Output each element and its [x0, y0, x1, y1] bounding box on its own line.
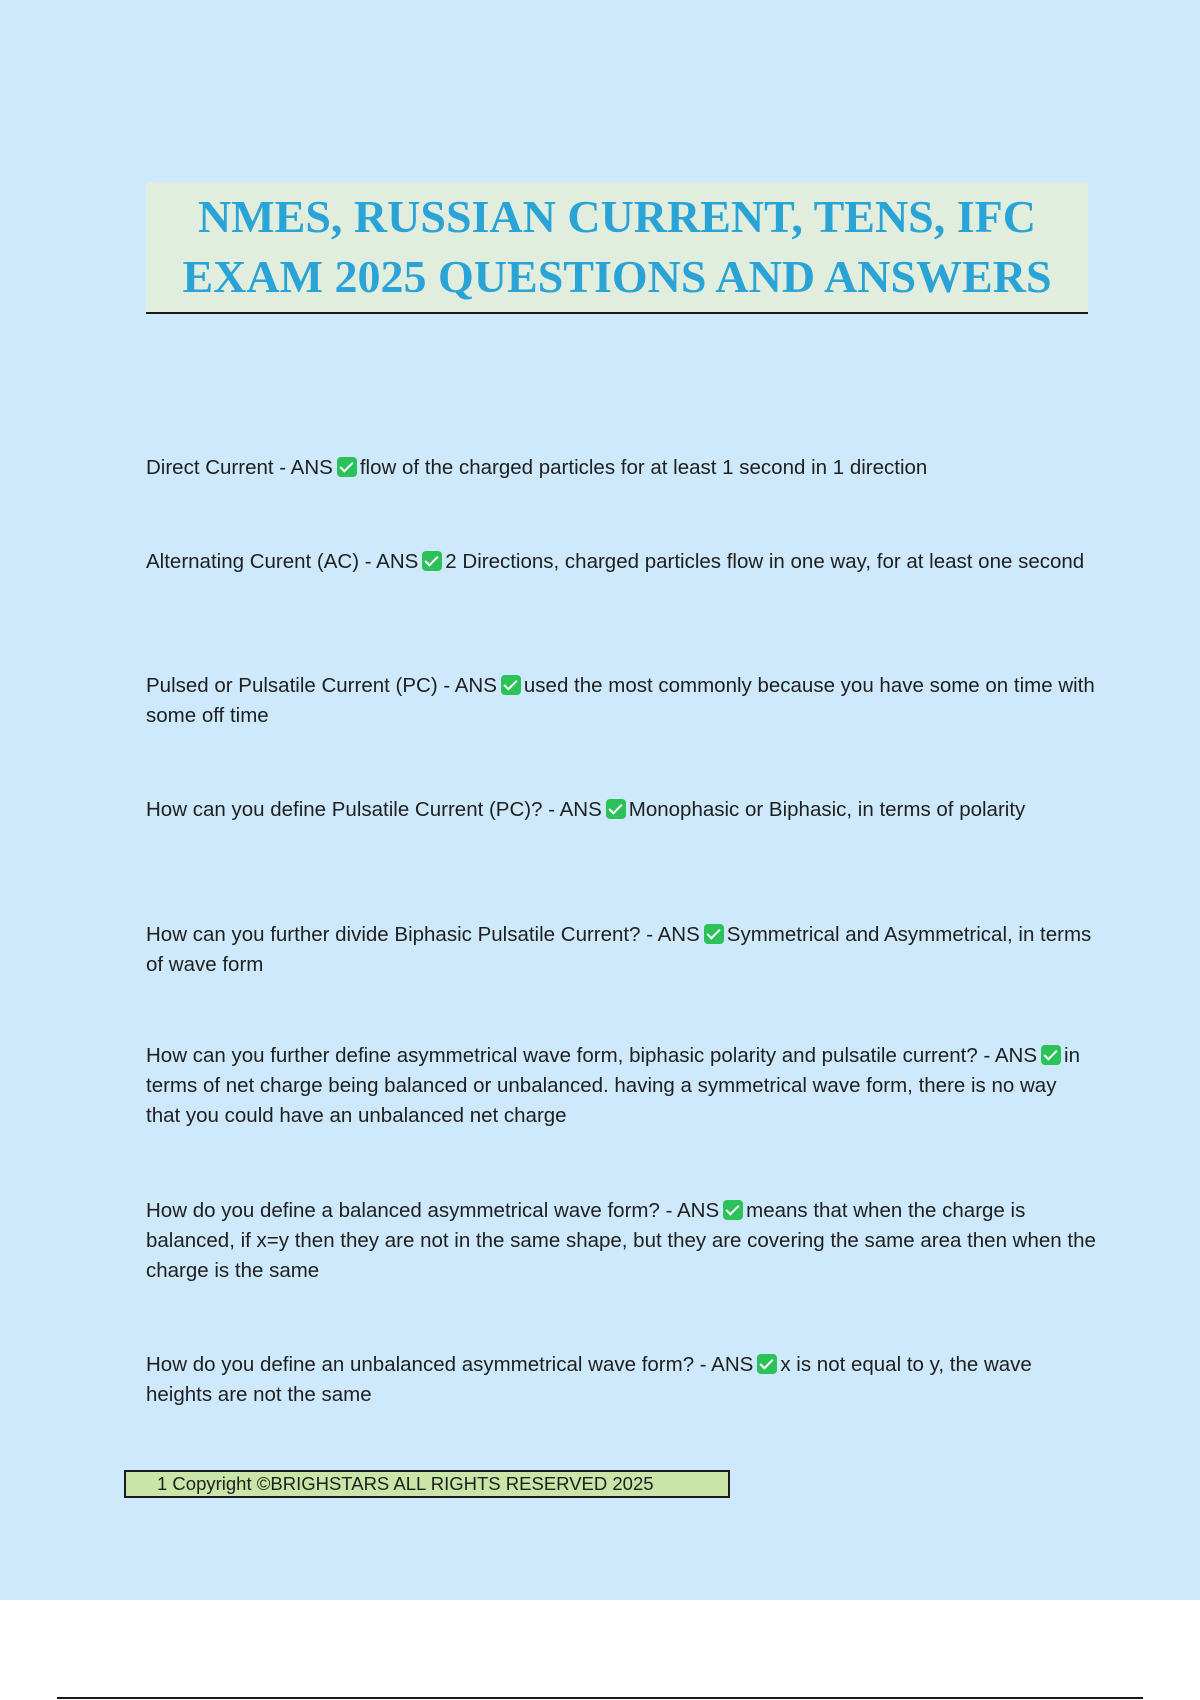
qa-item [146, 671, 1096, 731]
checkmark-icon [1041, 1045, 1061, 1065]
answer-text: Monophasic or Biphasic, in terms of polarity [628, 798, 1026, 821]
answer-text: Symmetrical and Asymmetrical, in terms of wave form [146, 923, 1092, 976]
question-text: Direct Current - ANS [146, 456, 333, 479]
qa-item [146, 1350, 1096, 1410]
copyright-footer: 1 Copyright ©BRIGHSTARS ALL RIGHTS RESERVED 2025 [124, 1470, 730, 1498]
qa-item [146, 453, 1096, 483]
checkmark-icon [723, 1200, 743, 1220]
qa-item [146, 1196, 1096, 1286]
title-line-1: NMES, RUSSIAN CURRENT, TENS, IFC [198, 191, 1036, 242]
checkmark-icon [337, 457, 357, 477]
document-title [146, 182, 1088, 314]
checkmark-icon [757, 1354, 777, 1374]
qa-item [146, 795, 1096, 825]
question-text: How can you define Pulsatile Current (PC)? - ANS [146, 798, 602, 821]
checkmark-icon [704, 924, 724, 944]
answer-text: used the most commonly because you have some on time with some off time [146, 674, 1095, 727]
answer-text: means that when the charge is balanced, if x=y then they are not in the same shape, but they are covering the same area then when the charge is the same [146, 1199, 1096, 1282]
title-line-2: EXAM 2025 QUESTIONS AND ANSWERS [182, 251, 1052, 302]
checkmark-icon [501, 675, 521, 695]
answer-text: flow of the charged particles for at least 1 second in 1 direction [359, 456, 928, 479]
answer-text: in terms of net charge being balanced or unbalanced. having a symmetrical wave form, there is no way that you could have an unbalanced net charge [146, 1044, 1080, 1127]
question-text: How do you define a balanced asymmetrical wave form? - ANS [146, 1199, 720, 1222]
question-text: Pulsed or Pulsatile Current (PC) - ANS [146, 674, 497, 697]
question-text: How can you further divide Biphasic Pulsatile Current? - ANS [146, 923, 700, 946]
checkmark-icon [606, 799, 626, 819]
bottom-divider [57, 1697, 1143, 1699]
answer-text: 2 Directions, charged particles flow in one way, for at least one second [445, 550, 1085, 573]
question-text: How can you further define asymmetrical wave form, biphasic polarity and pulsatile current? - ANS [146, 1044, 1038, 1067]
checkmark-icon [422, 551, 442, 571]
question-text: How do you define an unbalanced asymmetrical wave form? - ANS [146, 1353, 754, 1376]
qa-item [146, 1041, 1096, 1131]
question-text: Alternating Curent (AC) - ANS [146, 550, 419, 573]
qa-item [146, 920, 1096, 980]
qa-item [146, 547, 1096, 577]
answer-text: x is not equal to y, the wave heights are not the same [146, 1353, 1032, 1406]
